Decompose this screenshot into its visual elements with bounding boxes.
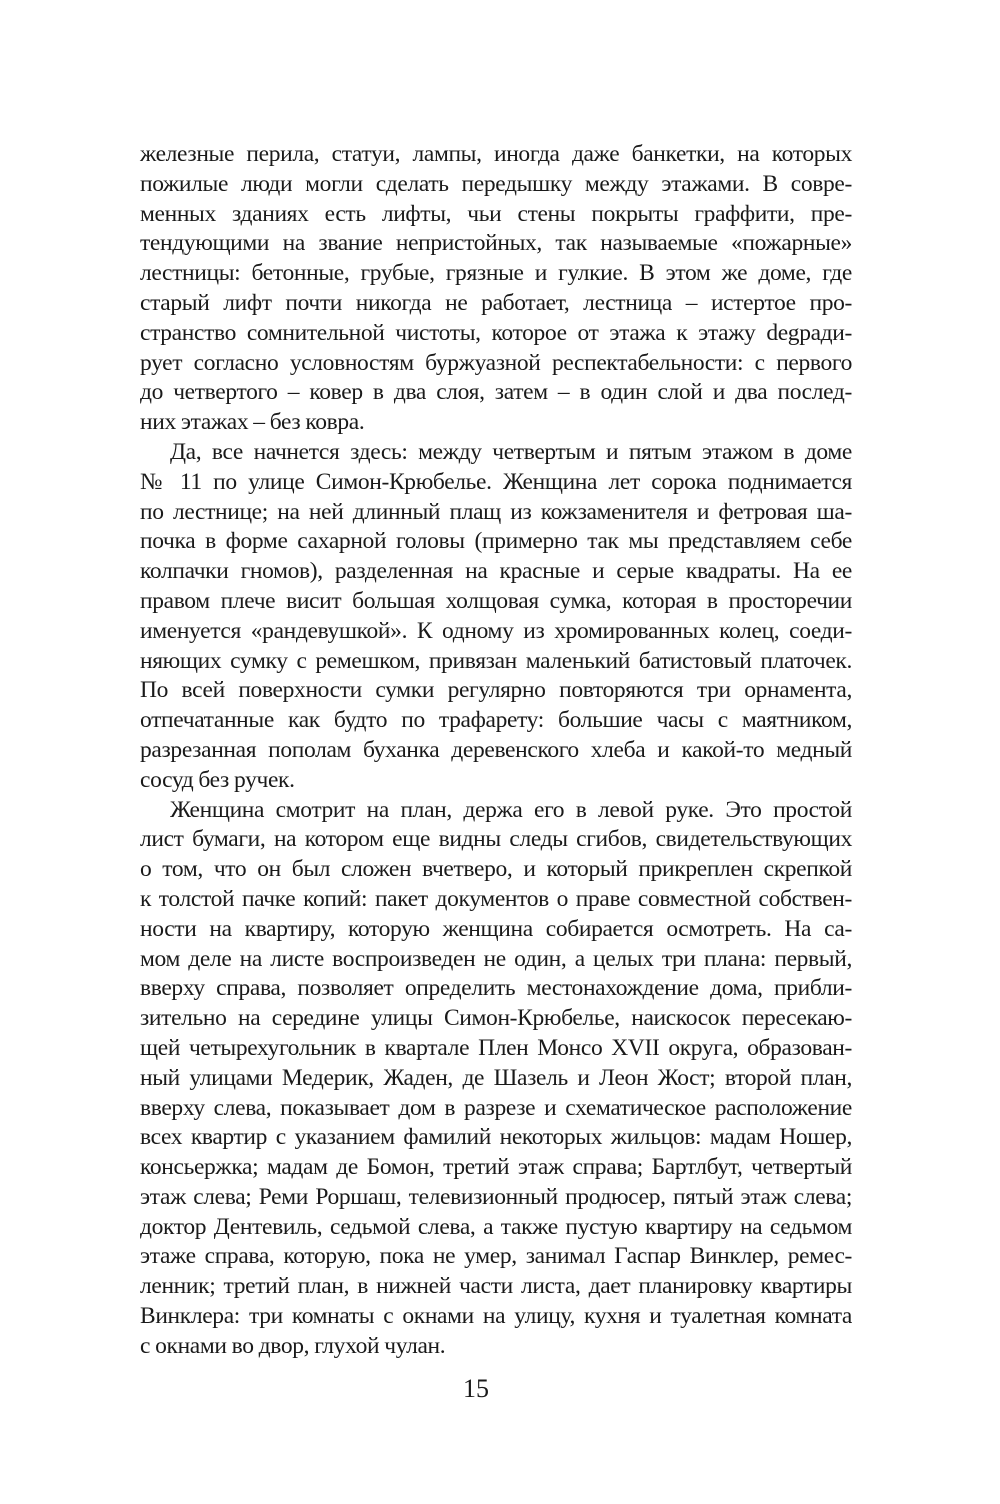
text-line: о том, что он был сложен вчетверо, и который прикреплен скрепкой <box>140 856 852 883</box>
text-line: странство сомнительной чистоты, которое от этажа к этажу degради- <box>140 319 852 346</box>
paragraph <box>140 140 852 438</box>
text-line: них этажах – без ковра. <box>140 409 365 436</box>
paragraph <box>140 438 852 796</box>
text-line: именуется «рандевушкой». К одному из хромированных колец, соеди- <box>140 617 852 644</box>
text-line: ности на квартиру, которую женщина собирается осмотреть. На са- <box>140 915 852 942</box>
text-line: тендующими на звание непристойных, так называемые «пожарные» <box>140 230 852 257</box>
text-line: колпачки гномов), разделенная на красные и серые квадраты. На ее <box>140 558 852 585</box>
text-line: до четвертого – ковер в два слоя, затем – в один слой и два послед- <box>140 379 852 406</box>
text-line: всех квартир с указанием фамилий некоторых жильцов: мадам Ношер, <box>140 1124 852 1151</box>
paragraph <box>140 796 852 1362</box>
text-line: Да, все начнется здесь: между четвертым и пятым этажом в доме <box>170 438 852 465</box>
text-line: № 11 по улице Симон-Крюбелье. Женщина лет сорока поднимается <box>140 468 852 495</box>
text-line: с окнами во двор, глухой чулан. <box>140 1332 446 1359</box>
text-line: по лестнице; на ней длинный плащ из кожзаменителя и фетровая ша- <box>140 498 852 525</box>
text-line: щей четырехугольник в квартале Плен Монсо XVII округа, образован- <box>140 1034 852 1061</box>
text-line: почка в форме сахарной головы (примерно так мы представляем себе <box>140 528 852 555</box>
text-line: Винклера: три комнаты с окнами на улицу, кухня и туалетная комната <box>140 1303 852 1330</box>
text-line: отпечатанные как будто по трафарету: большие часы с маятником, <box>140 707 852 734</box>
text-line: вверху справа, позволяет определить местонахождение дома, прибли- <box>140 975 852 1002</box>
text-line: старый лифт почти никогда не работает, лестница – истертое про- <box>140 289 852 316</box>
text-line: По всей поверхности сумки регулярно повторяются три орнамента, <box>140 677 852 704</box>
text-line: разрезанная пополам буханка деревенского хлеба и какой-то медный <box>140 736 852 763</box>
page-number: 15 <box>463 1374 489 1403</box>
text-line: рует согласно условностям буржуазной респектабельности: с первого <box>140 349 852 376</box>
text-line: этаж слева; Реми Роршаш, телевизионный продюсер, пятый этаж слева; <box>140 1183 852 1210</box>
text-line: консьержка; мадам де Бомон, третий этаж справа; Бартлбут, четвертый <box>140 1154 852 1181</box>
text-line: пожилые люди могли сделать передышку между этажами. В совре- <box>140 170 852 197</box>
text-line: доктор Дентевиль, седьмой слева, а также пустую квартиру на седьмом <box>140 1213 852 1240</box>
text-line: вверху слева, показывает дом в разрезе и схематическое расположение <box>140 1094 852 1121</box>
text-line: лестницы: бетонные, грубые, грязные и гулкие. В этом же доме, где <box>140 260 852 287</box>
text-line: правом плече висит большая холщовая сумка, которая в просторечии <box>140 587 852 614</box>
text-line: менных зданиях есть лифты, чьи стены покрыты граффити, пре- <box>140 200 852 227</box>
text-line: сосуд без ручек. <box>140 766 295 793</box>
text-line: железные перила, статуи, лампы, иногда даже банкетки, на которых <box>140 141 852 167</box>
body-text <box>140 140 852 1362</box>
text-line: мом деле на листе воспроизведен не один, а целых три плана: первый, <box>140 945 852 972</box>
text-line: к толстой пачке копий: пакет документов о праве совместной собствен- <box>140 885 852 912</box>
text-line: этаже справа, которую, пока не умер, занимал Гаспар Винклер, ремес- <box>140 1243 852 1270</box>
text-line: зительно на середине улицы Симон-Крюбелье, наискосок пересекаю- <box>140 1005 852 1032</box>
text-line: лист бумаги, на котором еще видны следы сгибов, свидетельствующих <box>140 826 852 853</box>
text-line: ленник; третий план, в нижней части листа, дает планировку квартиры <box>140 1273 852 1300</box>
text-line: няющих сумку с ремешком, привязан маленький батистовый платочек. <box>140 647 852 674</box>
text-line: ный улицами Медерик, Жаден, де Шазель и Леон Жост; второй план, <box>140 1064 852 1091</box>
text-line: Женщина смотрит на план, держа его в левой руке. Это простой <box>170 796 852 823</box>
